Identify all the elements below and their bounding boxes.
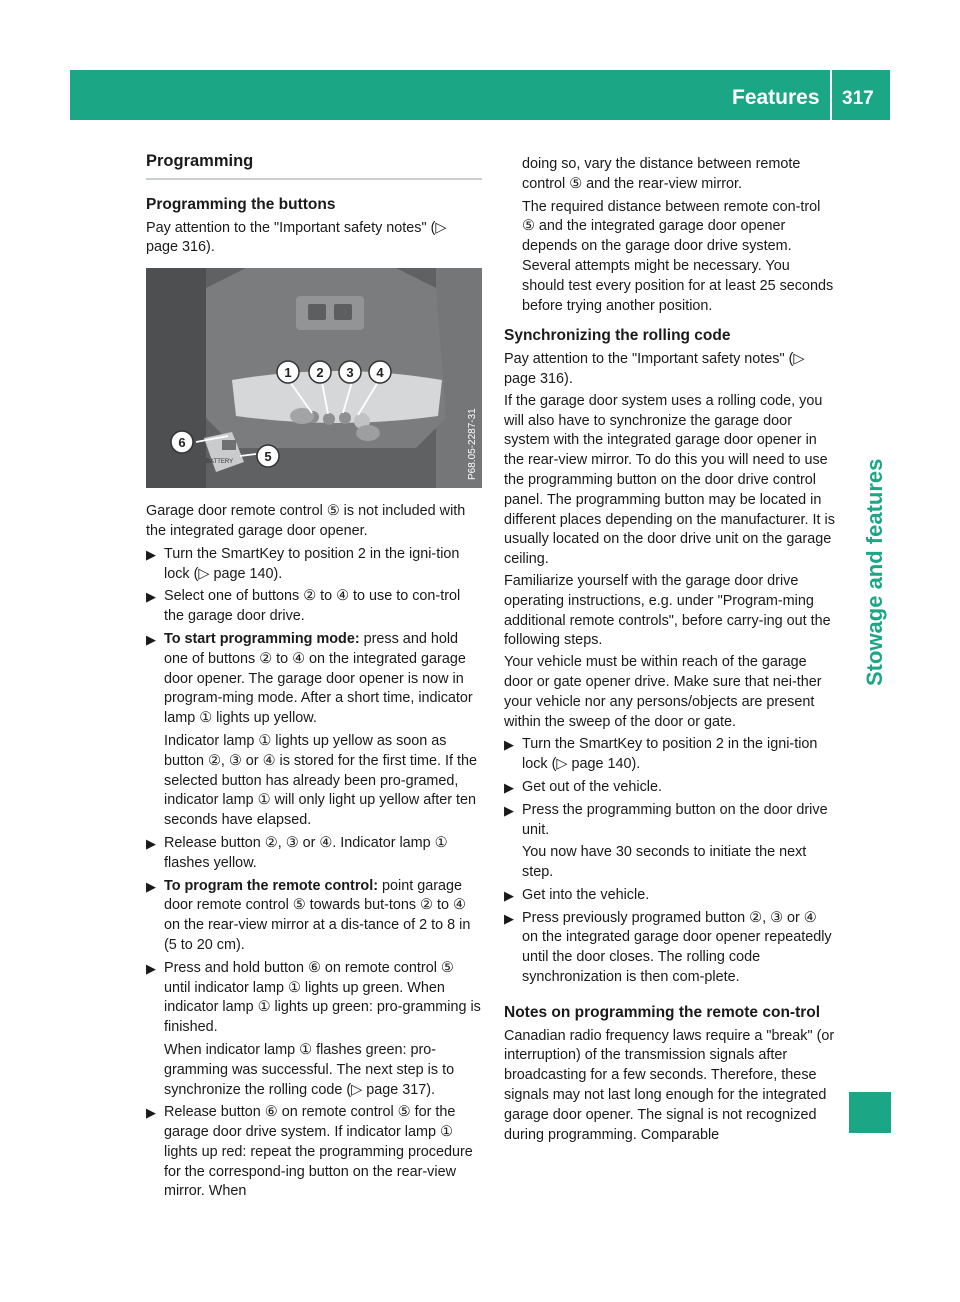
step-arrow-icon: ▶ xyxy=(146,1105,156,1121)
instruction-step: ▶ Turn the SmartKey to position 2 in the igni-tion lock (▷ page 140). xyxy=(146,545,460,582)
right-column xyxy=(504,152,836,1147)
step-arrow-icon: ▶ xyxy=(146,546,156,562)
header-divider xyxy=(830,70,832,120)
step-arrow-icon: ▶ xyxy=(504,737,514,753)
remote-battery-label: BATTERY xyxy=(206,459,234,466)
svg-text:3: 3 xyxy=(346,365,354,381)
instruction-step: ▶ Get out of the vehicle. xyxy=(504,778,836,798)
subsection-title: Programming the buttons xyxy=(146,195,336,213)
step-note: When indicator lamp ① flashes green: pro-gramming was successful. The next step is to synchronize the rolling code (▷ page 317). xyxy=(164,1041,455,1098)
subsection-title: Synchronizing the rolling code xyxy=(504,327,731,345)
mirror-photo xyxy=(146,268,482,488)
instruction-step: ▶ Press previously programed button ②, ③ or ④ on the integrated garage door opener repeatedly until the door closes. The rolling code synchronization is then com-plete. xyxy=(504,909,832,986)
step-arrow-icon: ▶ xyxy=(146,960,156,976)
side-tab-marker xyxy=(849,1092,891,1133)
step-arrow-icon: ▶ xyxy=(146,589,156,605)
svg-text:2: 2 xyxy=(316,365,324,381)
step-arrow-icon: ▶ xyxy=(504,910,514,926)
svg-text:1: 1 xyxy=(284,365,292,381)
subsection-title: Notes on programming the remote con-trol xyxy=(504,1003,821,1021)
continued-text: The required distance between remote con-trol ⑤ and the integrated garage door opener depends on the garage door drive system. Several attempts might be necessary. You should test every position for at least 25 seconds before trying another position. xyxy=(522,198,834,314)
callout-3 xyxy=(339,361,361,383)
page-number: 317 xyxy=(842,88,874,109)
svg-text:5: 5 xyxy=(264,449,272,465)
instruction-step: ▶ Select one of buttons ② to ④ to use to con-trol the garage door drive. xyxy=(146,588,461,625)
instruction-step: ▶ To program the remote control: point garage door remote control ⑤ towards but-tons ② to ④ on the rear-view mirror at a dis-tance of 2 to 8 in (5 to 20 cm). xyxy=(146,877,471,953)
side-tab-label: Stowage and features xyxy=(862,458,887,686)
callout-4 xyxy=(369,361,391,383)
instruction-step: ▶ To start programming mode: press and hold one of buttons ② to ④ on the integrated garage door opener. The garage door opener is now in program-ming mode. After a short time, indicator lamp ① lights up yellow. xyxy=(146,630,473,727)
step-arrow-icon: ▶ xyxy=(146,878,156,894)
instruction-step: ▶ Press the programming button on the door drive unit. xyxy=(504,801,828,838)
left-column xyxy=(146,152,482,1202)
body-text: Pay attention to the "Important safety notes" (▷ page 316). xyxy=(504,351,805,387)
instruction-step: ▶ Get into the vehicle. xyxy=(504,886,836,906)
step-arrow-icon: ▶ xyxy=(146,835,156,851)
callout-2 xyxy=(309,361,331,383)
step-arrow-icon: ▶ xyxy=(504,779,514,795)
intro-text: Pay attention to the "Important safety notes" (▷ page 316). xyxy=(146,219,447,256)
body-text: Familiarize yourself with the garage door drive operating instructions, e.g. under "Program-ming additional remote controls", before carry-ing out the following steps. xyxy=(504,572,831,649)
step-arrow-icon: ▶ xyxy=(504,887,514,903)
figure-code: P68.05-2287-31 xyxy=(467,408,478,481)
step-note: You now have 30 seconds to initiate the next step. xyxy=(522,844,807,881)
svg-text:6: 6 xyxy=(178,435,186,451)
instruction-step: ▶ Press and hold button ⑥ on remote control ⑤ until indicator lamp ① lights up green. When indicator lamp ① lights up green: pro-gramming is finished. xyxy=(146,959,481,1036)
body-text: Canadian radio frequency laws require a "break" (or interruption) of the transmission signals after broadcasting for a few seconds. Therefore, these signals may not last long enough for the integrated garage door opener. The signal is not recognized during programming. Comparable xyxy=(504,1027,835,1143)
continued-text: doing so, vary the distance between remote control ⑤ and the rear-view mirror. xyxy=(522,156,801,192)
body-text: Garage door remote control ⑤ is not included with the integrated garage door opener. xyxy=(146,503,466,539)
step-arrow-icon: ▶ xyxy=(504,802,514,818)
body-text: Your vehicle must be within reach of the garage door or gate opener drive. Make sure that nei-ther your vehicle nor any persons/objects are present within the sweep of the door or gate. xyxy=(504,654,822,730)
header-title: Features xyxy=(732,86,820,109)
callout-6 xyxy=(171,431,193,453)
step-note: Indicator lamp ① lights up yellow as soon as button ②, ③ or ④ is stored for the first time. If the selected button has already been pro-gramed, indicator lamp ① will only light up yellow after ten seconds have elapsed. xyxy=(164,732,478,829)
instruction-step: ▶ Release button ②, ③ or ④. Indicator lamp ① flashes yellow. xyxy=(146,834,448,871)
instruction-step: ▶ Turn the SmartKey to position 2 in the igni-tion lock (▷ page 140). xyxy=(504,736,818,773)
svg-text:4: 4 xyxy=(376,365,384,381)
callout-5 xyxy=(257,445,279,467)
callout-1 xyxy=(277,361,299,383)
body-text: If the garage door system uses a rolling code, you will also have to synchronize the garage door system with the integrated garage door opener in the rear-view mirror. To do this you will need to use the programming button on the door drive control panel. The programming button may be located in different places depending on the manufacturer. It is usually located on the door drive unit on the garage ceiling. xyxy=(504,392,835,568)
instruction-step: ▶ Release button ⑥ on remote control ⑤ for the garage door drive system. If indicator lamp ① lights up red: repeat the programming procedure for the correspond-ing button on the rear-view mirror. When xyxy=(146,1104,473,1200)
step-arrow-icon: ▶ xyxy=(146,631,156,647)
section-title: Programming xyxy=(146,152,482,180)
